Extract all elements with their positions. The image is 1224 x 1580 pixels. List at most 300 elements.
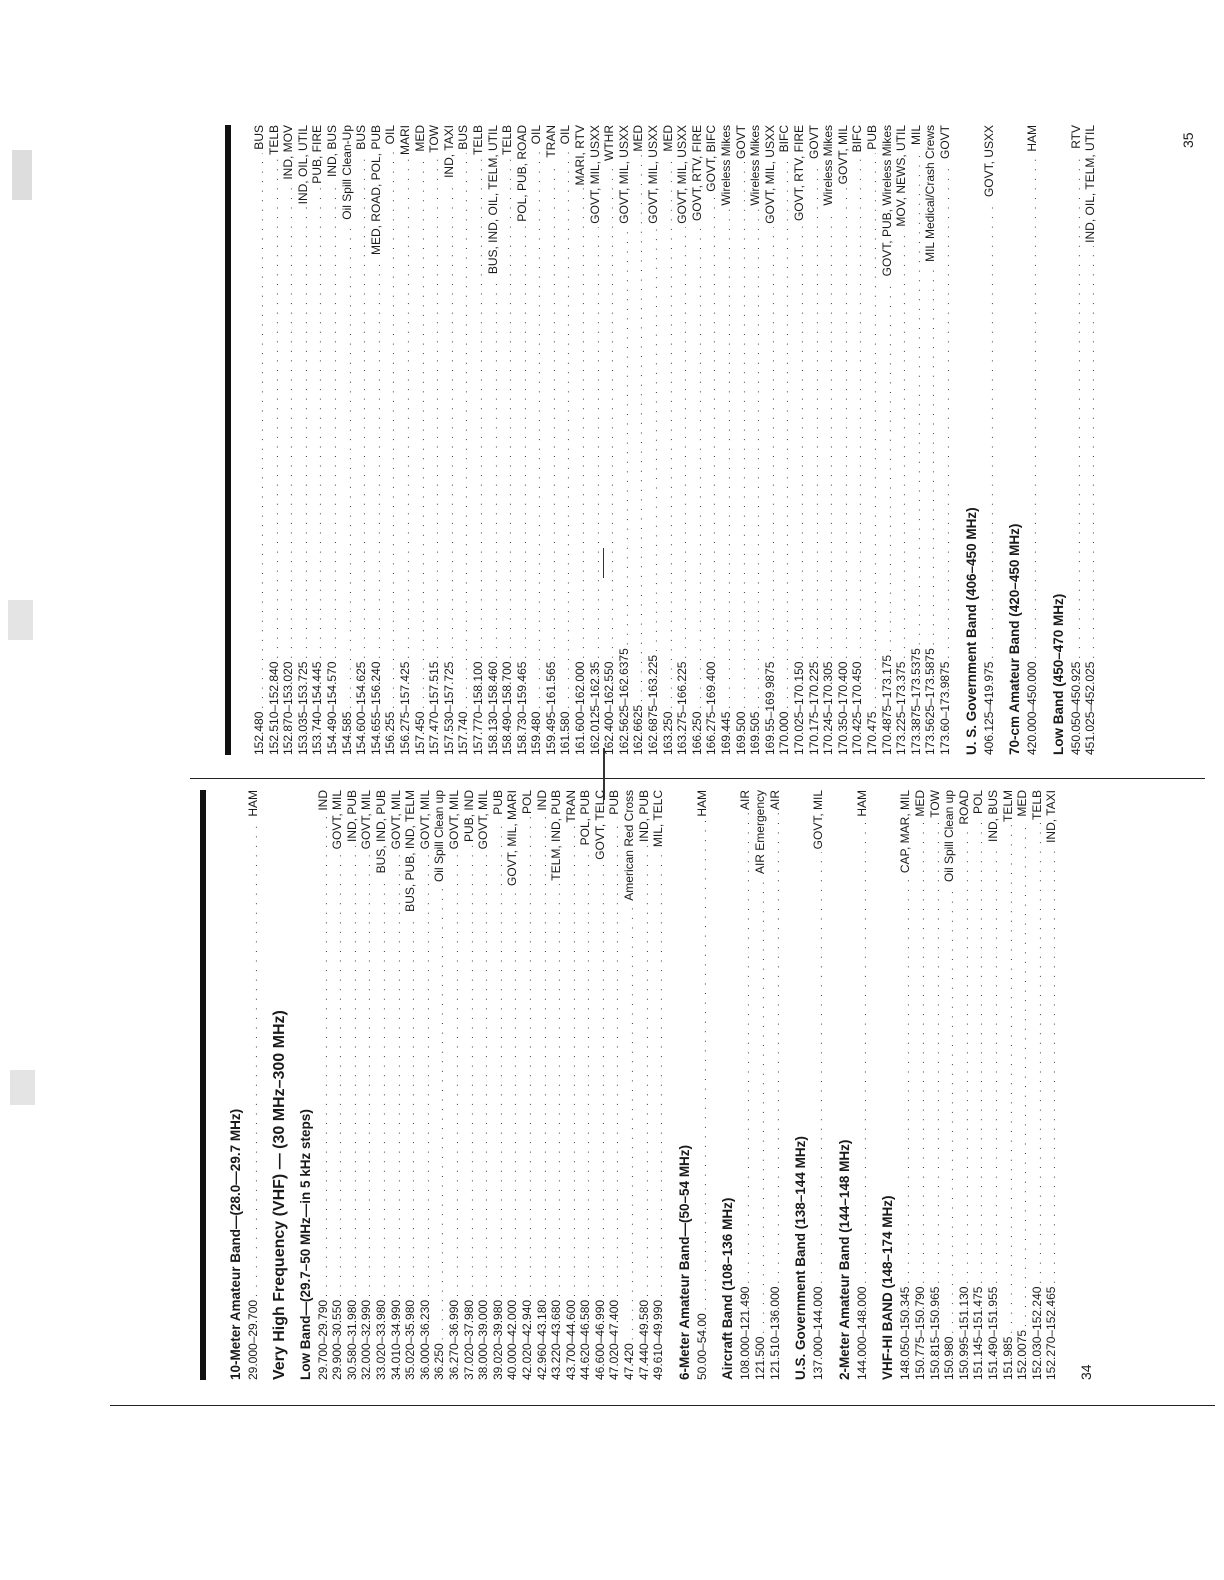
frequency-range: 154.585 <box>339 711 354 755</box>
dot-leader <box>552 884 565 1297</box>
frequency-row <box>550 790 565 1380</box>
frequency-row <box>384 125 399 755</box>
band-heading: 6-Meter Amateur Band—(50–54 MHz) <box>676 1144 692 1380</box>
service-usage: GOVT, MIL <box>835 125 850 185</box>
frequency-range: 150.815–150.965 <box>927 1286 942 1380</box>
service-usage: MOV, NEWS, UTIL <box>894 125 909 227</box>
frequency-row <box>1002 790 1017 1380</box>
frequency-range: 43.220–43.680 <box>549 1299 564 1380</box>
frequency-range: 47.440–49.580 <box>636 1299 651 1380</box>
frequency-row <box>360 790 375 1380</box>
frequency-row <box>972 790 987 1380</box>
frequency-row <box>331 790 346 1380</box>
frequency-row <box>676 125 691 755</box>
band-heading: Very High Frequency (VHF) — (30 MHz–300 MHz) <box>270 1010 288 1380</box>
frequency-range: 38.000–39.000 <box>476 1299 491 1380</box>
frequency-row <box>939 125 954 755</box>
frequency-row <box>822 125 837 755</box>
frequency-range: 154.600–154.625 <box>354 661 369 755</box>
service-usage: IND, TAXI <box>441 125 456 178</box>
dot-leader <box>722 209 735 709</box>
dot-leader <box>780 155 793 708</box>
dot-leader <box>547 161 560 659</box>
service-usage: AIR <box>738 790 753 811</box>
frequency-range: 151.985 <box>1000 1336 1015 1380</box>
dot-leader <box>362 852 375 1297</box>
dot-leader <box>1086 246 1099 659</box>
frequency-row <box>487 125 502 755</box>
frequency-row <box>983 125 998 755</box>
frequency-range: 137.000–144.000 <box>811 1286 826 1380</box>
frequency-range: 152.510–152.840 <box>266 661 281 755</box>
frequency-range: 121.500 <box>753 1336 768 1380</box>
band-heading: 10-Meter Amateur Band—(28.0—29.7 MHz) <box>228 1108 243 1380</box>
frequency-row <box>594 790 609 1380</box>
dot-leader <box>494 818 507 1297</box>
frequency-range: 42.960–43.180 <box>534 1299 549 1380</box>
service-usage: PUB <box>490 790 505 815</box>
frequency-range: 159.480 <box>529 711 544 755</box>
frequency-row <box>463 790 478 1380</box>
dot-leader <box>591 227 604 659</box>
frequency-range: 46.600–46.990 <box>592 1299 607 1380</box>
dot-leader <box>926 265 939 645</box>
frequency-range: 39.020–39.980 <box>490 1299 505 1380</box>
dot-leader <box>741 813 754 1284</box>
service-usage: PUB, FIRE <box>310 125 325 184</box>
scan-speck <box>8 600 33 640</box>
frequency-row <box>317 790 332 1380</box>
frequency-range: 108.000–121.490 <box>738 1286 753 1380</box>
dot-leader <box>567 826 580 1297</box>
dot-leader <box>421 852 434 1297</box>
dot-leader <box>810 162 823 659</box>
dot-leader <box>299 207 312 658</box>
frequency-range: 157.450 <box>412 711 427 755</box>
dot-leader <box>931 821 944 1284</box>
frequency-row <box>754 790 769 1380</box>
service-usage: RTV <box>1068 125 1083 149</box>
dot-leader <box>328 180 341 659</box>
frequency-row <box>545 125 560 755</box>
frequency-range: 158.490–158.700 <box>500 661 515 755</box>
right-page-sections <box>253 125 1099 755</box>
service-usage: POL <box>971 790 986 815</box>
frequency-range: 44.620–46.580 <box>578 1299 593 1380</box>
dot-leader <box>858 820 871 1284</box>
frequency-row <box>589 125 604 755</box>
scan-speck <box>12 150 32 200</box>
dot-leader <box>596 863 609 1297</box>
service-usage: MED <box>660 125 675 152</box>
dot-leader <box>538 814 551 1297</box>
frequency-row <box>691 125 706 755</box>
service-usage: BUS <box>456 125 471 150</box>
service-usage: TELM, IND, PUB <box>549 790 564 881</box>
dot-leader <box>430 156 443 659</box>
dot-leader <box>989 845 1002 1284</box>
dot-leader <box>357 153 370 659</box>
dot-leader <box>319 814 332 1297</box>
frequency-range: 158.130–158.460 <box>485 661 500 755</box>
service-usage: TELB <box>266 125 281 156</box>
dot-leader <box>508 889 521 1297</box>
service-usage: POL, PUB <box>578 790 593 846</box>
service-usage: MIL Medical/Crash Crews <box>923 125 938 262</box>
service-usage: GOVT <box>733 125 748 160</box>
frequency-row <box>341 125 356 755</box>
dot-leader <box>313 187 326 659</box>
service-usage: IND, OIL, UTIL <box>295 125 310 205</box>
band-heading: VHF-HI BAND (148–174 MHz) <box>880 1195 896 1380</box>
frequency-row <box>399 125 414 755</box>
frequency-row <box>662 125 677 755</box>
service-usage: AIR Emergency <box>753 790 768 875</box>
frequency-range: 34.010–34.990 <box>388 1299 403 1380</box>
dot-leader <box>474 158 487 659</box>
frequency-range: 29.700–29.790 <box>315 1299 330 1380</box>
frequency-row <box>404 790 419 1380</box>
frequency-row <box>501 125 516 755</box>
service-usage: GOVT, MIL, MARI <box>505 790 520 887</box>
frequency-range: 157.770–158.100 <box>470 661 485 755</box>
frequency-row <box>720 125 735 755</box>
frequency-row <box>472 125 487 755</box>
frequency-range: 173.225–173.375 <box>894 661 909 755</box>
frequency-range: 151.145–151.475 <box>971 1286 986 1380</box>
service-usage: BUS, IND, PUB <box>373 790 388 874</box>
dot-leader <box>372 258 385 659</box>
frequency-row <box>987 790 1002 1380</box>
dot-leader <box>897 230 910 659</box>
service-usage: GOVT, MIL <box>417 790 432 850</box>
service-usage: MIL <box>908 125 923 146</box>
frequency-range: 162.400–162.550 <box>602 661 617 755</box>
frequency-range: 406.125–419.975 <box>981 661 996 755</box>
frequency-row <box>477 790 492 1380</box>
frequency-row <box>428 125 443 755</box>
frequency-row <box>521 790 536 1380</box>
frequency-range: 170.175–170.225 <box>806 661 821 755</box>
service-usage: GOVT, PUB, Wireless Mikes <box>879 125 894 277</box>
frequency-range: 50.00–54.00 <box>694 1313 709 1380</box>
dot-leader <box>343 223 356 709</box>
dot-leader <box>693 224 706 709</box>
service-usage: GOVT, TELC <box>592 790 607 860</box>
frequency-row <box>769 790 784 1380</box>
frequency-row <box>492 790 507 1380</box>
frequency-row <box>506 790 521 1380</box>
dot-leader <box>625 904 638 1341</box>
dot-leader <box>1018 820 1031 1327</box>
frequency-range: 154.490–154.570 <box>324 661 339 755</box>
service-usage: American Red Cross <box>622 790 637 901</box>
service-usage: GOVT, MIL, USXX <box>616 125 631 224</box>
dot-leader <box>406 915 419 1297</box>
service-usage: MED <box>1015 790 1030 817</box>
frequency-row <box>565 790 580 1380</box>
frequency-range: 170.025–170.150 <box>791 661 806 755</box>
service-usage: IND, PUB <box>636 790 651 843</box>
service-usage: IND <box>315 790 330 811</box>
dot-leader <box>945 885 958 1334</box>
dot-leader <box>678 227 691 659</box>
frequency-row <box>735 125 750 755</box>
service-usage: TRAN <box>563 790 578 823</box>
service-usage: IND, TAXI <box>1044 790 1059 843</box>
frequency-row <box>632 125 647 755</box>
page-number-34: 34 <box>1077 1364 1094 1380</box>
service-usage: POL, PUB, ROAD <box>514 125 529 222</box>
frequency-range: 157.740 <box>456 711 471 755</box>
frequency-row <box>924 125 939 755</box>
service-usage: Oil Spill Clean up <box>942 790 957 883</box>
band-heading: 70-cm Amateur Band (420–450 MHz) <box>1007 523 1023 755</box>
service-usage: MED, ROAD, POL, PUB <box>368 125 383 256</box>
frequency-row <box>851 125 866 755</box>
dot-leader <box>489 277 502 658</box>
frequency-range: 169.445 <box>719 711 733 755</box>
frequency-range: 170.4875–173.175 <box>879 654 894 755</box>
frequency-range: 170.475 <box>864 711 879 755</box>
scan-speck <box>10 1070 35 1105</box>
frequency-range: 36.270–36.990 <box>446 1299 461 1380</box>
service-usage: IND, BUS <box>985 790 1000 843</box>
frequency-row <box>419 790 434 1380</box>
frequency-row <box>705 125 720 755</box>
service-usage: GOVT, BIFC <box>704 125 719 192</box>
page-divider-line <box>190 778 1205 779</box>
dot-leader <box>698 820 711 1311</box>
frequency-row <box>1045 790 1060 1380</box>
service-usage: ROAD <box>956 790 971 825</box>
frequency-range: 29.900–30.550 <box>330 1299 345 1380</box>
service-usage: HAM <box>854 790 869 817</box>
dot-leader <box>377 876 390 1297</box>
dot-leader <box>284 183 297 659</box>
service-usage: CAP, MAR, MIL <box>898 790 913 874</box>
service-usage: IND <box>534 790 549 811</box>
frequency-range: 121.510–136.000 <box>767 1286 782 1380</box>
frequency-row <box>929 790 944 1380</box>
frequency-row <box>837 125 852 755</box>
frequency-range: 49.610–49.990 <box>651 1299 666 1380</box>
frequency-range: 152.0075 <box>1015 1329 1030 1380</box>
frequency-range: 144.000–148.000 <box>854 1286 869 1380</box>
dot-leader <box>916 820 929 1284</box>
service-usage: MIL, TELC <box>651 790 666 848</box>
dot-leader <box>795 224 808 659</box>
service-usage: OIL <box>383 125 398 145</box>
frequency-row <box>346 790 361 1380</box>
service-usage: GOVT, MIL, USXX <box>762 125 777 224</box>
frequency-range: 156.275–157.425 <box>397 661 412 755</box>
band-heading: U. S. Government Band (406–450 MHz) <box>963 507 979 755</box>
dot-leader <box>333 852 346 1297</box>
frequency-row <box>297 125 312 755</box>
service-usage: GOVT, MIL, USXX <box>675 125 690 224</box>
frequency-range: 170.245–170.305 <box>821 661 836 755</box>
frequency-range: 163.250 <box>660 711 675 755</box>
band-heading: U.S. Government Band (138–144 MHz) <box>793 1136 809 1380</box>
dot-leader <box>824 209 837 659</box>
dot-leader <box>348 845 361 1297</box>
frequency-row <box>910 125 925 755</box>
frequency-range: 153.740–154.445 <box>310 661 325 755</box>
frequency-row <box>326 125 341 755</box>
left-page-column <box>200 790 1094 1380</box>
frequency-range: 162.6875–163.225 <box>646 654 661 755</box>
dot-leader <box>479 852 492 1297</box>
dot-leader <box>270 158 283 659</box>
frequency-range: 148.050–150.345 <box>898 1286 913 1380</box>
frequency-range: 152.030–152.240 <box>1029 1286 1044 1380</box>
dot-leader <box>445 181 458 659</box>
right-page-column <box>225 125 1099 755</box>
frequency-range: 161.580 <box>558 711 573 755</box>
frequency-row <box>914 790 929 1380</box>
frequency-row <box>311 125 326 755</box>
frequency-range: 162.0125–162.35 <box>587 661 602 755</box>
service-usage: BUS <box>354 125 369 150</box>
service-usage: TELB <box>1029 790 1044 821</box>
frequency-row <box>282 125 297 755</box>
service-usage: BUS, PUB, IND, TELM <box>403 790 418 912</box>
service-usage: BUS, IND, OIL, TELM, UTIL <box>485 125 500 275</box>
dot-leader <box>401 158 414 659</box>
frequency-row <box>618 125 633 755</box>
service-usage: AIR <box>767 790 782 811</box>
dot-leader <box>416 155 429 709</box>
service-usage: MARI, RTV <box>573 125 588 186</box>
service-usage: MED <box>913 790 927 817</box>
frequency-row <box>536 790 551 1380</box>
dot-leader <box>620 227 633 646</box>
frequency-row <box>559 125 574 755</box>
frequency-range: 47.420 <box>622 1343 637 1380</box>
dot-leader <box>581 848 594 1297</box>
service-usage: OIL <box>558 125 573 145</box>
dot-leader <box>576 188 589 658</box>
frequency-range: 163.275–166.225 <box>675 661 690 755</box>
frequency-range: 36.000–36.230 <box>417 1299 432 1380</box>
service-usage: BIFC <box>850 125 865 153</box>
service-usage: IND, BUS <box>324 125 339 178</box>
frequency-range: 33.020–33.980 <box>373 1299 388 1380</box>
frequency-range: 37.020–37.980 <box>461 1299 476 1380</box>
frequency-range: 156.255 <box>383 711 398 755</box>
frequency-row <box>1070 125 1085 755</box>
dot-leader <box>751 209 764 709</box>
frequency-row <box>433 790 448 1380</box>
frequency-row <box>268 125 283 755</box>
service-usage: GOVT, MIL <box>811 790 826 850</box>
frequency-row <box>516 125 531 755</box>
frequency-row <box>958 790 973 1380</box>
frequency-row <box>812 790 827 1380</box>
frequency-row <box>895 125 910 755</box>
service-usage: PUB, IND <box>461 790 476 843</box>
frequency-range: 32.000–32.990 <box>359 1299 374 1380</box>
top-rule <box>200 790 206 1380</box>
frequency-range: 170.350–170.400 <box>835 661 850 755</box>
frequency-row <box>247 790 262 1380</box>
frequency-range: 161.600–162.000 <box>573 661 588 755</box>
dot-leader <box>1033 823 1046 1284</box>
service-usage: TRAN <box>543 125 558 158</box>
frequency-range: 170.000 <box>777 711 792 755</box>
service-usage: IND, MOV <box>281 125 296 180</box>
dot-leader <box>707 195 720 659</box>
dot-leader <box>1047 846 1060 1284</box>
frequency-range: 152.870–153.020 <box>281 661 296 755</box>
frequency-range: 151.490–151.955 <box>985 1286 1000 1380</box>
service-usage: HAM <box>246 790 260 817</box>
frequency-row <box>355 125 370 755</box>
frequency-range: 162.6625 <box>631 704 646 755</box>
left-page-sections <box>228 790 1060 1380</box>
frequency-range: 42.020–42.940 <box>519 1299 534 1380</box>
frequency-range: 153.035–153.725 <box>295 661 310 755</box>
service-usage: GOVT, MIL <box>388 790 403 850</box>
frequency-range: 170.425–170.450 <box>850 661 865 755</box>
frequency-range: 159.495–161.565 <box>543 661 558 755</box>
frequency-range: 36.250 <box>432 1343 447 1380</box>
page-number-35: 35 <box>1180 132 1196 148</box>
dot-leader <box>649 227 662 652</box>
dot-leader <box>839 187 852 658</box>
frequency-row <box>443 125 458 755</box>
frequency-range: 154.655–156.240 <box>368 661 383 755</box>
dot-leader <box>901 876 914 1283</box>
frequency-range: 30.580–31.980 <box>344 1299 359 1380</box>
service-usage: BIFC <box>777 125 792 153</box>
dot-leader <box>523 817 536 1297</box>
dot-leader <box>654 850 667 1297</box>
page-edge-line <box>110 1405 1215 1406</box>
frequency-row <box>448 790 463 1380</box>
service-usage: BUS <box>252 125 266 150</box>
service-usage: GOVT <box>937 125 952 160</box>
service-usage: TELB <box>470 125 485 156</box>
service-usage: MED <box>412 125 427 152</box>
frequency-row <box>370 125 385 755</box>
frequency-row <box>530 125 545 755</box>
dot-leader <box>974 817 987 1284</box>
frequency-row <box>574 125 589 755</box>
frequency-row <box>943 790 958 1380</box>
dot-leader <box>386 147 399 708</box>
dot-leader <box>640 845 653 1297</box>
frequency-row <box>638 790 653 1380</box>
frequency-range: 43.700–44.600 <box>563 1299 578 1380</box>
service-usage: GOVT, USXX <box>981 125 996 198</box>
service-usage: GOVT, MIL <box>446 790 461 850</box>
service-usage: GOVT, RTV, FIRE <box>689 125 704 222</box>
frequency-range: 152.270–152.465 <box>1044 1286 1059 1380</box>
frequency-row <box>652 790 667 1380</box>
frequency-range: 150.980 <box>942 1336 957 1380</box>
dot-leader <box>941 162 954 659</box>
frequency-range: 169.505 <box>748 711 763 755</box>
frequency-range: 47.020–47.400 <box>607 1299 622 1380</box>
dot-leader <box>737 162 750 709</box>
service-usage: OIL <box>529 125 544 145</box>
frequency-row <box>899 790 914 1380</box>
service-usage: GOVT, MIL, USXX <box>646 125 661 224</box>
frequency-row <box>647 125 662 755</box>
frequency-row <box>390 790 405 1380</box>
